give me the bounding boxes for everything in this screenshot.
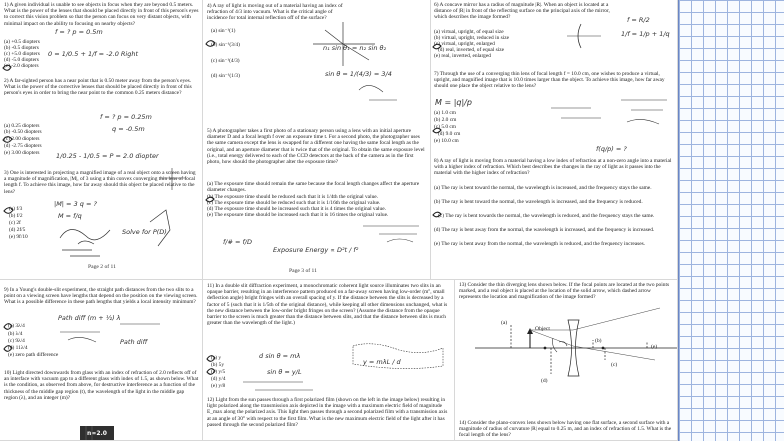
q9-option-b: (b) λ/4	[8, 331, 23, 337]
diverging-lens-diagram	[455, 280, 678, 441]
ink-q5-fnumber: f/# = f/D	[223, 238, 252, 246]
exam-page-7	[455, 280, 678, 441]
question-8-text: 8) A ray of light is moving from a material having a low index of refraction at a non-zero angle into a material with a higher index of refraction. Which best describes the changes in the ray of light as it passes into the material with the higher index of refraction?	[434, 158, 672, 177]
exam-page-5	[0, 280, 203, 441]
question-6-text: 6) A concave mirror has a radius of magnitude |R|. When an object is located at a distance of |R| in front of the reflecting surface on the principal axis of the mirror, which describes the image formed?	[434, 2, 610, 21]
q6-option-b: (b) virtual, upright, reduced in size	[434, 35, 509, 41]
ink-marks-page-3	[431, 0, 678, 280]
diagram-label-b: (b)	[595, 338, 602, 344]
q1-option-b: (b) -0.5 diopters	[4, 45, 39, 51]
diagram-label-d: (d)	[541, 378, 548, 384]
ink-q2-solution: 1/0.25 - 1/0.5 = P = 2.0 diopter	[56, 152, 159, 160]
ink-q11-grating: d sin θ = mλ	[259, 352, 301, 360]
question-1-text: 1) A given individual is unable to see objects in focus when they are beyond 0.5 meters. What is the power of the lenses that should be placed directly in front of this person's eyes to correct this vision problem so that the person can focus on very distant objects, with minimal impact on the ability to focusing on nearby objects?	[4, 2, 199, 27]
q2-option-e: (e) 3.00 diopters	[4, 150, 40, 156]
q7-option-d: (d) 9.0 cm	[438, 131, 461, 137]
ink-q5-exposure: Exposure Energy ∝ D²t / f²	[273, 246, 359, 254]
q5-option-b: (b) The exposure time should be reduced such that it is 1/4th the original value.	[207, 194, 379, 200]
question-14-text: 14) Consider the plano-convex lens shown below having one flat surface, a second surface with a magnitude of radius of curvature |R| equal to 0.25 m, and an index of refraction of 1.5. What is the focal length of the lens?	[459, 420, 672, 439]
q8-option-d: (d) The ray is bent away from the normal, the wavelength is increased, and the frequency is increased.	[434, 227, 655, 233]
q6-option-d: (d) real, inverted, of equal size	[438, 47, 505, 53]
question-13-text: 13) Consider the thin diverging lens shown below. If the focal points are located at the two points marked, and a real object is placed at the location of the solid arrow, which dashed arrow represents the location and magnification of the image formed?	[459, 282, 670, 301]
q3-option-a: (a) f/3	[9, 206, 23, 212]
q5-option-e: (e) The exposure time should be increased such that it is 16 times the original value.	[207, 212, 389, 218]
q9-option-d: (d) 11λ/4	[8, 345, 28, 351]
ink-q3-given: |M| = 3 q = ?	[54, 200, 97, 208]
q6-option-e: (e) real, inverted, enlarged	[434, 53, 491, 59]
question-4-text: 4) A ray of light is moving out of a material having an index of refraction of 4/3 into vacuum. What is the critical angle of incidence for total internal reflection off of the surface?	[207, 3, 343, 22]
q8-option-c: (c) The ray is bent towards the normal, the wavelength is reduced, and the frequency stays the same.	[438, 213, 655, 219]
ink-q2-image: q = -0.5m	[112, 125, 145, 133]
question-3-text: 3) One is interested in projecting a magnified image of a real object onto a screen having a magnitude of magnification, |M|, of 3 using a thin convex converging thin lens of focal length f. To achieve this image, how far away should this object be placed relative to the lens?	[4, 170, 196, 195]
q2-option-c: (c) 2.00 diopters	[4, 136, 40, 142]
q3-option-b: (b) f/2	[9, 213, 23, 219]
q4-option-b: (b) sin⁻¹(3/4)	[211, 42, 240, 48]
question-7-text: 7) Through the use of a converging thin lens of focal length f = 10.0 cm, one wishes to produce a virtual, upright, and magnified image that is 10.0 times larger than the object. To achieve this image, how far away should one place the object relative to the lens?	[434, 71, 665, 90]
focal-point-left	[544, 347, 547, 350]
q6-option-a: (a) virtual, upright, of equal size	[434, 29, 504, 35]
exam-page-4	[431, 0, 678, 280]
question-5-text: 5) A photographer takes a first photo of a stationary person using a lens with an initial aperture diameter D and a focal length f over an exposure time t. For a second photo, the photographer uses the same camera except the lens is swapped for a different one having the same focal length as the original, and an aperture diameter that is twice that of the original. To obtain the same exposure level (i.e., total energy delivered to each of the CCD detectors at the back of the camera as in the first photo, how should the photographer alter the exposure time?	[207, 128, 425, 166]
page-number: Page 3 of 11	[289, 268, 317, 274]
q2-option-d: (d) -2.75 diopters	[4, 143, 42, 149]
question-9-text: 9) In a Young's double-slit experiment, the straight path distances from the two slits to a point on a viewing screen have lengths that depend on the position on the viewing screen. What is a possible difference in these path lengths that yields a local intensity minimum?	[4, 287, 198, 306]
q7-option-e: (e) 10.0 cm	[434, 138, 459, 144]
q11-option-c: (c) y/5	[211, 369, 226, 375]
q8-option-e: (e) The ray is bent away from the normal, the wavelength is reduced, and the frequency increases.	[434, 241, 646, 247]
ink-marks-page-1	[0, 0, 203, 280]
q7-option-a: (a) 1.0 cm	[434, 110, 457, 116]
q4-option-d: (d) sin⁻¹(1/3)	[211, 73, 240, 79]
q5-option-a: (a) The exposure time should remain the same because the focal length changes affect the aperture diameter changes.	[207, 181, 420, 194]
ink-q11-approx: sin θ ≈ y/L	[267, 368, 302, 376]
diagram-label-c: (c)	[611, 362, 618, 368]
ink-q7-solution: f(q/p) = ?	[596, 145, 627, 153]
diagram-label-a: (a)	[501, 320, 508, 326]
ink-q9-condition: Path diff (m + ½) λ	[58, 314, 121, 322]
ink-q6-lens-eq: 1/f = 1/p + 1/q	[621, 30, 670, 38]
q9-option-c: (c) 9λ/4	[8, 338, 25, 344]
q1-option-a: (a) +0.5 diopters	[4, 39, 40, 45]
q6-option-c: (c) virtual, upright, enlarged	[434, 41, 495, 47]
ink-q7-mag: M = |q|/p	[435, 98, 472, 107]
ink-q9-note: Path diff	[120, 338, 148, 346]
q9-option-a: (a) 3λ/4	[8, 323, 25, 329]
page-number: Page 2 of 11	[88, 264, 116, 270]
q11-option-e: (e) y/8	[211, 383, 226, 389]
q2-option-a: (a) 0.25 diopters	[4, 123, 40, 129]
diagram-object-label: Object	[535, 326, 550, 332]
exam-page-3	[203, 0, 431, 280]
question-10-text: 10) Light directed downwards from glass with an index of refraction of 2.0 reflects off of an interface with vacuum gap to a different glass with index of 1.5, as shown below. What is the condition, as observed from above, for destructive interference as a function of the thickness of the middle gap region (t), the wavelength of the light in the middle gap region (λ), and an integer (m)?	[4, 370, 199, 401]
grid-paper-background	[678, 0, 784, 441]
ink-q6-focal: f = R/2	[627, 16, 650, 24]
q1-option-d: (d) -5.0 diopters	[4, 57, 39, 63]
q1-option-e: (e) -2.0 diopters	[4, 63, 39, 69]
ink-q4-snell: n₁ sin θ₁ = n₂ sin θ₂	[323, 44, 387, 52]
q3-option-e: (e) 9f/10	[9, 234, 28, 240]
q7-option-b: (b) 2.0 cm	[434, 117, 457, 123]
q8-option-b: (b) The ray is bent toward the normal, the wavelength is increased, and the frequency is reduced.	[434, 199, 643, 205]
question-2-text: 2) A far-sighted person has a near point that is 0.50 meter away from the person's eyes. What is the power of the corrective lenses that should be placed directly in front of this person's eyes in order to bring the near point to the common 0.25 meters distance?	[4, 78, 192, 97]
q9-option-e: (e) zero path difference	[8, 352, 59, 358]
focal-point-right	[602, 347, 605, 350]
q2-option-b: (b) -0.50 diopters	[4, 129, 42, 135]
ink-q1-solution: 0 = 1/0.5 + 1/f = -2.0 Right	[48, 50, 139, 58]
diagram-label-e: (e)	[651, 344, 658, 350]
q11-option-a: (a) y	[211, 355, 222, 361]
ink-marks-page-2	[203, 0, 431, 280]
q1-option-c: (c) +5.0 diopters	[4, 51, 40, 57]
ink-q1-given: f = ? p = 0.5m	[55, 28, 103, 36]
q4-option-c: (c) sin⁻¹(4/3)	[211, 58, 240, 64]
ink-marks-page-5	[203, 280, 455, 441]
q5-option-c: (c) The exposure time should be reduced such that it is 1/16th the original value.	[207, 200, 381, 206]
question-12-text: 12) Light from the sun passes through a first polarized film (shown on the left in the image below) resulting in light polarized along the transmission axis depicted in the image with a maximum electric field of magnitude E_max along the polarized axis. This light then passes through a second polarized film with a transmission axis at an angle of 30° with respect to the first film. What is the new maximum electric field of the light after it has passed through the second polarized film?	[207, 397, 448, 428]
ink-q2-given: f = ? p = 0.25m	[100, 113, 152, 121]
ink-q11-spacing: y = mλL / d	[363, 358, 401, 366]
question-11-text: 11) In a double slit diffraction experiment, a monochromatic coherent light source illuminates two slits in an opaque barrier, resulting in an interference pattern produced on a far-away screen having low-order (m'', small deflection angle) bright fringes with an overall spacing of y. If the distance between the slits is decreased by a factor of 5 (such that it is 1/5th of the original distance), while keeping all other dimensions unchanged, what is the new distance between the low-order bright fringes on the screen? (Assume the distance from the opaque barrier to the screen is much greater than the distance between slits, and that the distance between slits is much greater than the wavelength of the light.)	[207, 283, 448, 327]
ink-q3-note: Solve for P(D)	[122, 228, 167, 236]
q3-option-d: (d) 2f/5	[9, 227, 26, 233]
q4-option-a: (a) sin⁻¹(1)	[211, 28, 236, 34]
ink-q3-mag: M = f/q	[58, 212, 82, 220]
q11-option-d: (d) y/4	[211, 376, 226, 382]
ink-marks-page-4	[0, 280, 203, 441]
q11-option-b: (b) 5y	[211, 362, 225, 368]
q3-option-c: (c) 2f	[9, 220, 21, 226]
ink-q4-solution: sin θ = 1/(4/3) = 3/4	[325, 70, 392, 78]
glass-index-label: n=2.0	[80, 426, 114, 441]
exam-page-2	[0, 0, 203, 280]
q5-option-d: (d) The exposure time should be increased such that it is 4 times the original value.	[207, 206, 386, 212]
q8-option-a: (a) The ray is bent toward the normal, the wavelength is increased, and the frequency stays the same.	[434, 185, 652, 191]
exam-page-6	[203, 280, 455, 441]
q7-option-c: (c) 5.0 cm	[434, 124, 457, 130]
